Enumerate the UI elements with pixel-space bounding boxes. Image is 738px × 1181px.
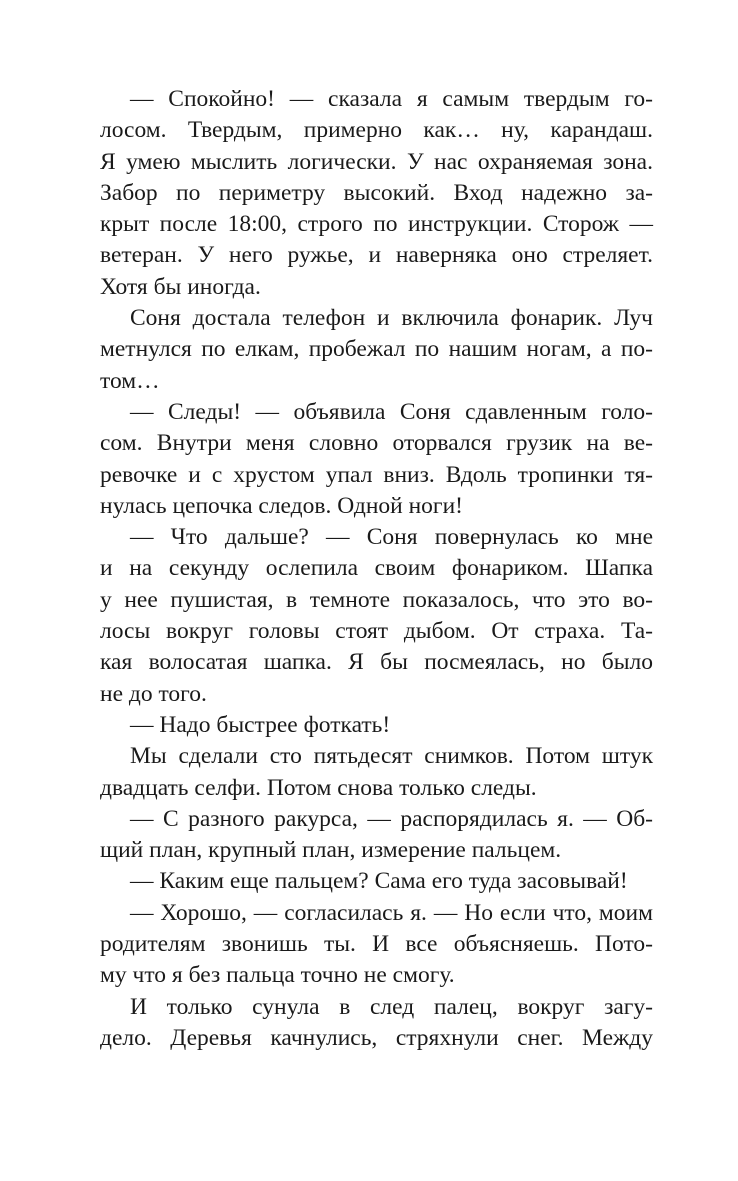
text-line: сом. Внутри меня словно оторвался грузик на ве- <box>100 430 653 457</box>
text-line: и на секунду ослепила своим фонариком. Шапка <box>100 555 653 582</box>
text-line: ревочке и с хрустом упал вниз. Вдоль тропинки тя- <box>100 461 653 488</box>
paragraph <box>100 522 653 710</box>
text-line: — Следы! — объявила Соня сдавленным голо- <box>130 398 653 425</box>
paragraph <box>100 866 653 897</box>
text-line: родителям звонишь ты. И все объясняешь. Пото- <box>100 931 653 958</box>
text-line: ветеран. У него ружье, и наверняка оно стреляет. <box>100 242 653 269</box>
book-page-text <box>100 84 653 1054</box>
text-line: кая волосатая шапка. Я бы посмеялась, но было <box>100 649 653 676</box>
text-line: — Хорошо, — согласилась я. — Но если что, моим <box>130 899 653 926</box>
paragraph <box>100 992 653 1055</box>
text-line: — Надо быстрее фоткать! <box>130 711 391 738</box>
text-line: му что я без пальца точно не смогу. <box>100 962 455 989</box>
text-line: Забор по периметру высокий. Вход надежно за- <box>100 179 653 206</box>
text-line: дело. Деревья качнулись, стряхнули снег. Между <box>100 1024 653 1051</box>
text-line: Соня достала телефон и включила фонарик. Луч <box>130 305 653 332</box>
text-line: не до того. <box>100 680 207 707</box>
text-line: Мы сделали сто пятьдесят снимков. Потом штук <box>130 743 653 770</box>
paragraph <box>100 84 653 303</box>
text-line: нулась цепочка следов. Одной ноги! <box>100 492 463 519</box>
paragraph <box>100 804 653 867</box>
paragraph <box>100 397 653 522</box>
text-line: щий план, крупный план, измерение пальцем. <box>100 837 562 864</box>
text-line: — Что дальше? — Соня повернулась ко мне <box>130 524 653 551</box>
paragraph <box>100 898 653 992</box>
text-line: И только сунула в след палец, вокруг загу- <box>130 993 653 1020</box>
text-line: метнулся по елкам, пробежал по нашим ногам, а по- <box>100 336 653 363</box>
text-line: двадцать селфи. Потом снова только следы. <box>100 774 537 801</box>
paragraph <box>100 303 653 397</box>
text-line: лосы вокруг головы стоят дыбом. От страха. Та- <box>100 618 653 645</box>
text-line: крыт после 18:00, строго по инструкции. Сторож — <box>100 211 653 238</box>
text-line: лосом. Твердым, примерно как… ну, карандаш. <box>100 117 653 144</box>
paragraph <box>100 710 653 741</box>
text-line: Хотя бы иногда. <box>100 273 261 300</box>
text-line: — С разного ракурса, — распорядилась я. — Об- <box>130 805 653 832</box>
text-line: — Спокойно! — сказала я самым твердым го- <box>130 86 653 112</box>
text-line: Я умею мыслить логически. У нас охраняемая зона. <box>100 148 653 175</box>
text-line: — Каким еще пальцем? Сама его туда засовывай! <box>130 868 628 895</box>
text-line: том… <box>100 367 160 394</box>
text-line: у нее пушистая, в темноте показалось, что это во- <box>100 586 653 613</box>
paragraph <box>100 741 653 804</box>
